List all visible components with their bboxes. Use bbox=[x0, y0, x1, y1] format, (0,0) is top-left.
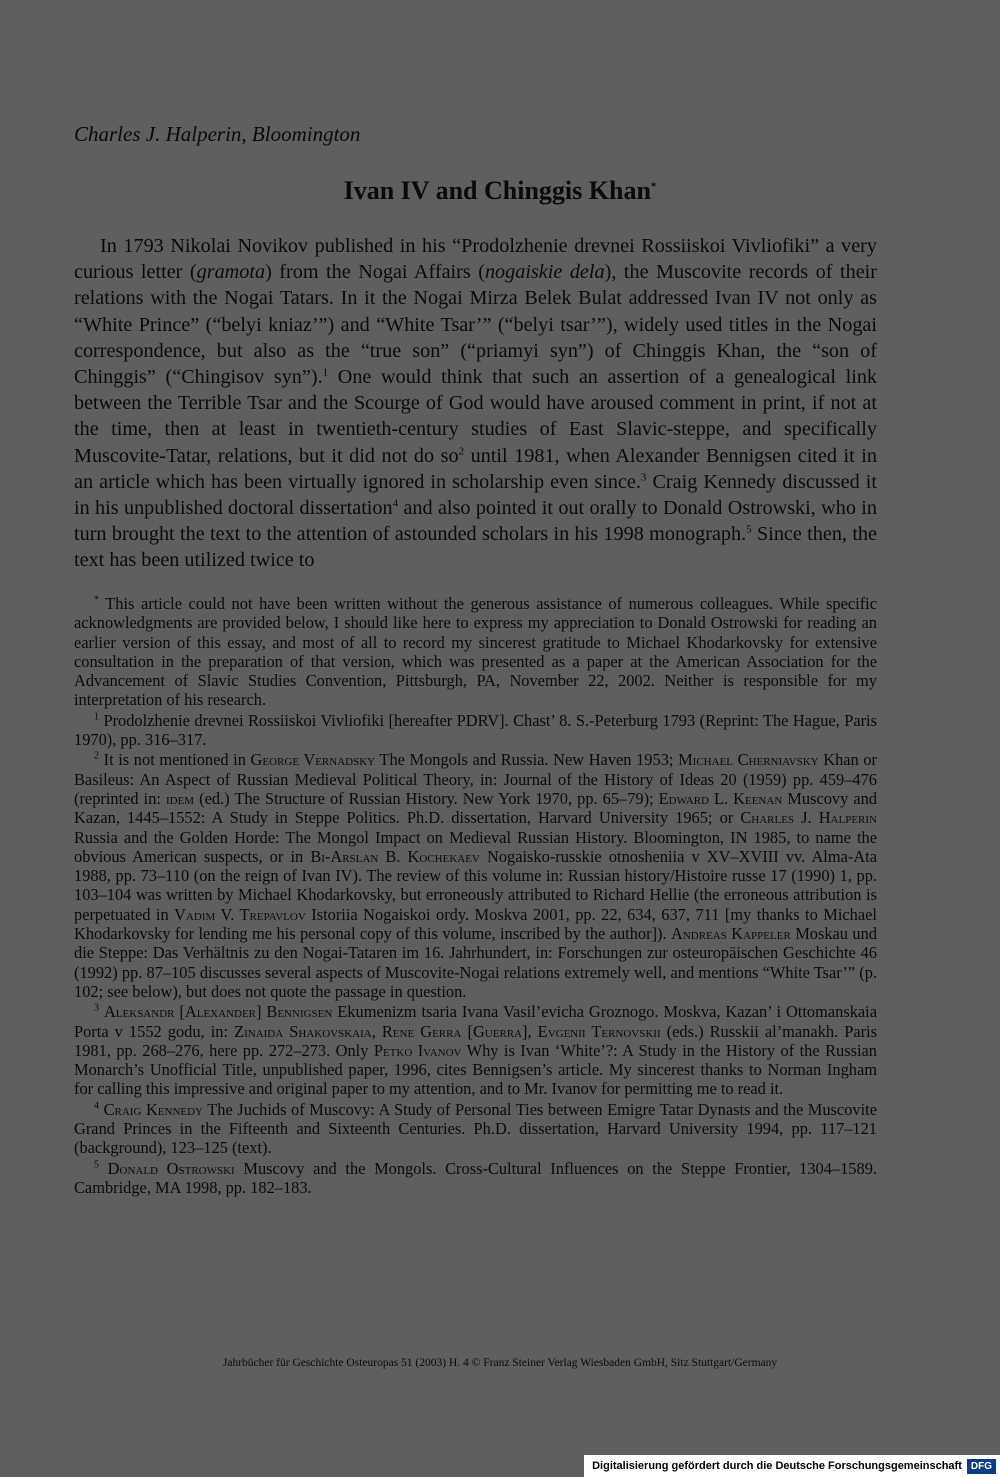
footnote-1: $^1$ Prodolzhenie drevnei Rossiiskoi Vivliofiki [hereafter PDRV]. Chast’ 8. S.-Peterburg 1793 (Reprint: The Hague, Paris 1970), pp. 316–317. bbox=[74, 710, 877, 750]
footnote-5: $^5$ Donald Ostrowski Muscovy and the Mongols. Cross-Cultural Influences on the Steppe Frontier, 1304–1589. Cambridge, MA 1998, pp. 182–183. bbox=[74, 1158, 877, 1197]
footnote-2: $^2$ It is not mentioned in George Vernadsky The Mongols and Russia. New Haven 1953; Michael Cherniavsky Khan or Basileus: An Aspect of Russian Medieval Political Theory, in: Journal of the History of Ideas 20 (1959) pp. 459–476 (reprinted in: idem (ed.) The Structure of Russian History. New York 1970, pp. 65–79); Edward L. Keenan Muscovy and Kazan, 1445–1552: A Study in Steppe Politics. Ph.D. dissertation, Harvard University 1965; or Charles J. Halperin Russia and the Golden Horde: The Mongol Impact on Medieval Russian History. Bloomington, IN 1985, to name the obvious American suspects, or in Bi-Arslan B. Kochekaev Nogaisko-russkie otnosheniia v XV–XVIII vv. Alma-Ata 1988, pp. 73–110 (on the reign of Ivan IV). The review of this volume in: Russian history/Histoire russe 17 (1990) 1, pp. 103–104 was written by Michael Khodarkovsky, but erroneously attributed to Richard Hellie (the erroneous attribution is perpetuated in Vadim V. Trepavlov Istoriia Nogaiskoi ordy. Moskva 2001, pp. 22, 634, 637, 711 [my thanks to Michael Khodarkovsky for lending me his personal copy of this volume, inscribed by the author]). Andreas Kappeler Moskau und die Steppe: Das Verhältnis zu den Nogai-Tataren im 16. Jahrhundert, in: Forschungen zur osteuropäischen Geschichte 46 (1992) pp. 87–105 discusses several aspects of Muscovite-Nogai relations extremely well, and mentions “White Tsar’” (p. 102; see below), but does not quote the passage in question. bbox=[74, 750, 878, 1001]
dfg-banner bbox=[584, 1455, 1000, 1477]
dfg-logo-icon: DFG bbox=[967, 1459, 996, 1474]
footnote-star: * This article could not have been written without the generous assistance of numerous colleagues. While specific acknowledgments are provided below, I should like here to express my appreciation to Donald Ostrowski for reading an earlier version of this essay, and most of all to record my sincerest gratitude to Michael Khodarkovsky for extensive consultation in the preparation of that version, which was presented as a paper at the American Association for the Advancement of Slavic Studies Convention, Pittsburgh, PA, November 22, 2002. Neither is responsible for my interpretation of his research. bbox=[74, 594, 877, 710]
journal-footer: Jahrbücher für Geschichte Osteuropas 51 (2003) H. 4 © Franz Steiner Verlag Wiesbaden GmbH, Sitz Stuttgart/Germany bbox=[222, 1357, 778, 1369]
footnotes bbox=[74, 594, 877, 1198]
body-text bbox=[74, 233, 877, 574]
dfg-banner-label: Digitalisierung gefördert durch die Deutsche Forschungsgemeinschaft bbox=[592, 1460, 962, 1472]
footnote-3: $^3$ Aleksandr [Alexander] Bennigsen Ekumenizm tsaria Ivana Vasil’evicha Groznogo. Moskva, Kazan’ i Ottomanskaia Porta v 1552 godu, in: Zinaida Shakovskaia, Rene Gerra [Guerra], Evgenii Ternovskii (eds.) Russkii al’manakh. Paris 1981, pp. 268–276, here pp. 272–273. Only Petko Ivanov Why is Ivan ‘White’?: A Study in the History of the Russian Monarch’s Unofficial Title, unpublished paper, 1996, cites Bennigsen’s article. My sincerest thanks to Norman Ingham for calling this impressive and original paper to my attention, and to Mr. Ivanov for permitting me to read it. bbox=[74, 1002, 877, 1099]
article-title-text: Ivan IV and Chinggis Khan bbox=[343, 176, 651, 205]
footnote-4: $^4$ Craig Kennedy The Juchids of Muscovy: A Study of Personal Ties between Emigre Tatar Dynasts and the Muscovite Grand Princes in the Fifteenth and Sixteenth Centuries. Ph.D. dissertation, Harvard University 1994, pp. 117–121 (background), 123–125 (text). bbox=[74, 1099, 877, 1158]
author-line: Charles J. Halperin, Bloomington bbox=[74, 122, 361, 146]
article-title bbox=[0, 176, 1000, 206]
title-footnote-marker: * bbox=[650, 180, 657, 193]
body-paragraph: In 1793 Nikolai Novikov published in his “Prodolzhenie drevnei Rossiiskoi Vivliofiki” a very curious letter (gramota) from the Nogai Affairs (nogaiskie dela), the Muscovite records of their relations with the Nogai Tatars. In it the Nogai Mirza Belek Bulat addressed Ivan IV not only as “White Prince” (“belyi kniaz’”) and “White Tsar’” (“belyi tsar’”), widely used titles in the Nogai correspondence, but also as the “true son” (“priamyi syn”) of Chinggis Khan, the “son of Chinggis” (“Chingisov syn”).$^1$ One would think that such an assertion of a genealogical link between the Terrible Tsar and the Scourge of God would have aroused comment in print, if not at the time, then at least in twentieth-century studies of East Slavic-steppe, and specifically Muscovite-Tatar, relations, but it did not do $so^2$ until 1981, when Alexander Bennigsen cited it in an article which has been virtually ignored in scholarship even since.$^3$ Craig Kennedy discussed it in his unpublished doctoral dissertation$^4$ and also pointed it out orally to Donald Ostrowski, who in turn brought the text to the attention of astounded scholars in his 1998 monograph.$^5$ Since then, the text has been utilized twice to bbox=[74, 235, 878, 572]
